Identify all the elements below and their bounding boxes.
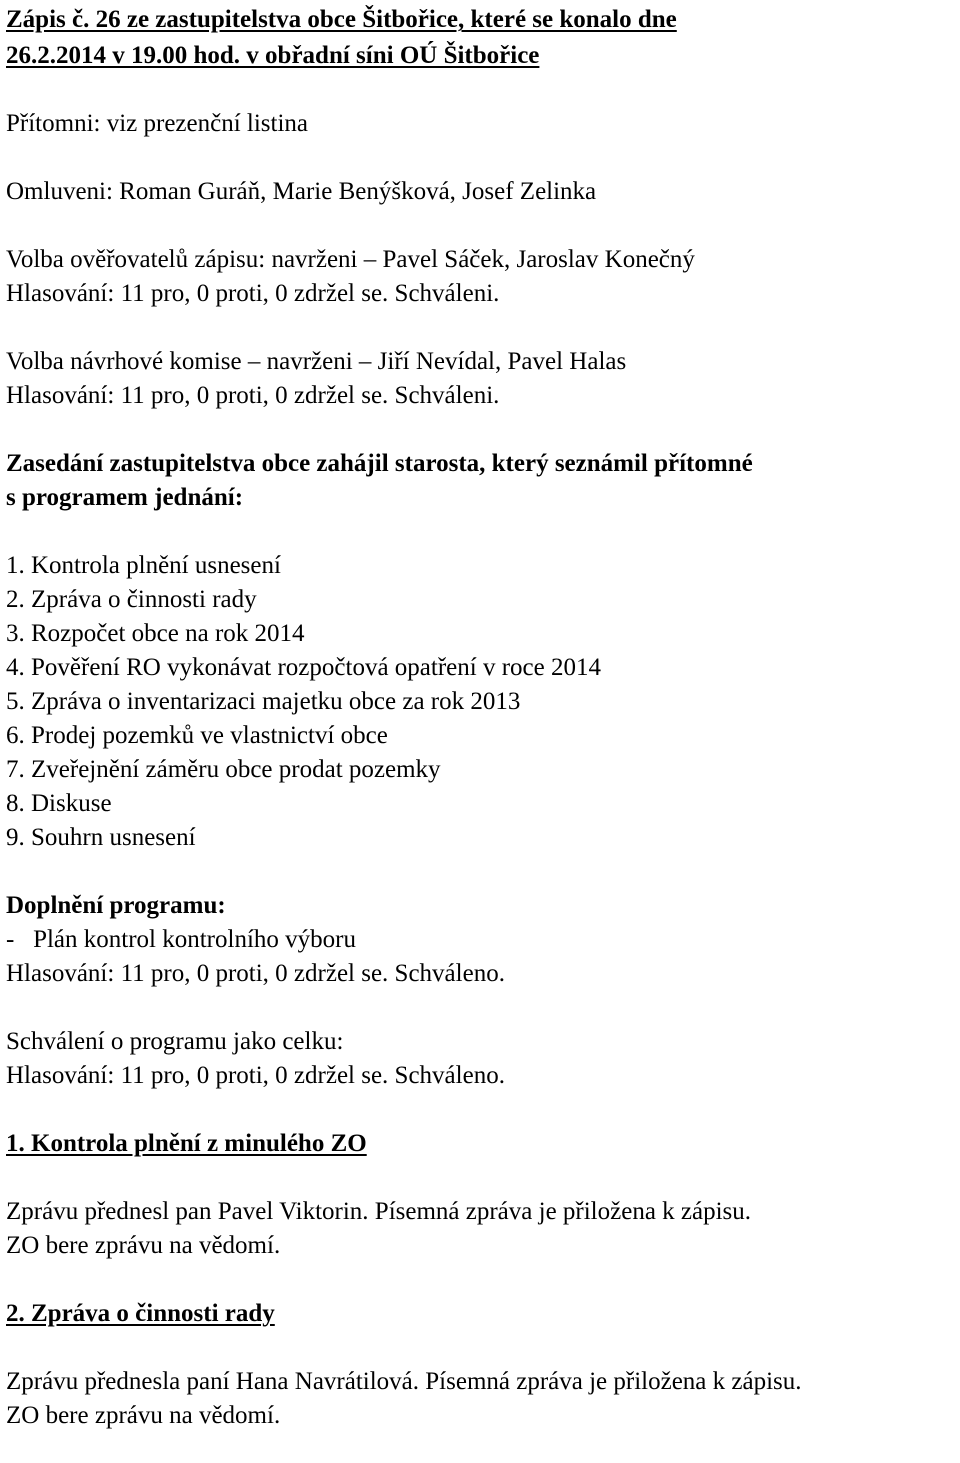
addition-item: - Plán kontrol kontrolního výboru	[6, 926, 356, 953]
opening-statement-line-2: s programem jednání:	[6, 484, 244, 511]
section-2-text-line-1: Zprávu přednesla paní Hana Navrátilová. Písemná zpráva je přiložena k zápisu.	[6, 1368, 802, 1395]
addition-heading: Doplnění programu:	[6, 892, 226, 919]
verifiers-proposal: Volba ověřovatelů zápisu: navrženi – Pavel Sáček, Jaroslav Konečný	[6, 246, 695, 273]
agenda-list	[6, 549, 956, 855]
section-2-heading: 2. Zpráva o činnosti rady	[6, 1300, 275, 1327]
agenda-item: 3. Rozpočet obce na rok 2014	[6, 620, 305, 647]
agenda-item: 1. Kontrola plnění usnesení	[6, 552, 281, 579]
attendance-excused: Omluveni: Roman Guráň, Marie Benýšková, Josef Zelinka	[6, 178, 597, 205]
section-1-heading: 1. Kontrola plnění z minulého ZO	[6, 1130, 367, 1157]
agenda-item: 8. Diskuse	[6, 790, 112, 817]
addition-vote: Hlasování: 11 pro, 0 proti, 0 zdržel se. Schváleno.	[6, 960, 505, 987]
document-page	[6, 0, 956, 1433]
document-title-line-1: Zápis č. 26 ze zastupitelstva obce Šitbořice, které se konalo dne	[6, 6, 677, 33]
verifiers-vote: Hlasování: 11 pro, 0 proti, 0 zdržel se. Schváleni.	[6, 280, 500, 307]
agenda-item: 2. Zpráva o činnosti rady	[6, 586, 257, 613]
section-1-text-line-1: Zprávu přednesl pan Pavel Viktorin. Písemná zpráva je přiložena k zápisu.	[6, 1198, 752, 1225]
agenda-item: 9. Souhrn usnesení	[6, 824, 196, 851]
document-title-line-2: 26.2.2014 v 19.00 hod. v obřadní síni OÚ Šitbořice	[6, 42, 540, 69]
attendance-present: Přítomni: viz prezenční listina	[6, 110, 309, 137]
approval-heading: Schválení o programu jako celku:	[6, 1028, 344, 1055]
commission-vote: Hlasování: 11 pro, 0 proti, 0 zdržel se. Schváleni.	[6, 382, 500, 409]
section-2-text-line-2: ZO bere zprávu na vědomí.	[6, 1402, 281, 1429]
agenda-item: 6. Prodej pozemků ve vlastnictví obce	[6, 722, 388, 749]
agenda-item: 7. Zveřejnění záměru obce prodat pozemky	[6, 756, 441, 783]
opening-statement-line-1: Zasedání zastupitelstva obce zahájil starosta, který seznámil přítomné	[6, 450, 753, 477]
approval-vote: Hlasování: 11 pro, 0 proti, 0 zdržel se. Schváleno.	[6, 1062, 505, 1089]
section-1-text-line-2: ZO bere zprávu na vědomí.	[6, 1232, 281, 1259]
agenda-item: 4. Pověření RO vykonávat rozpočtová opatření v roce 2014	[6, 654, 601, 681]
commission-proposal: Volba návrhové komise – navrženi – Jiří Nevídal, Pavel Halas	[6, 348, 627, 375]
agenda-item: 5. Zpráva o inventarizaci majetku obce za rok 2013	[6, 688, 521, 715]
